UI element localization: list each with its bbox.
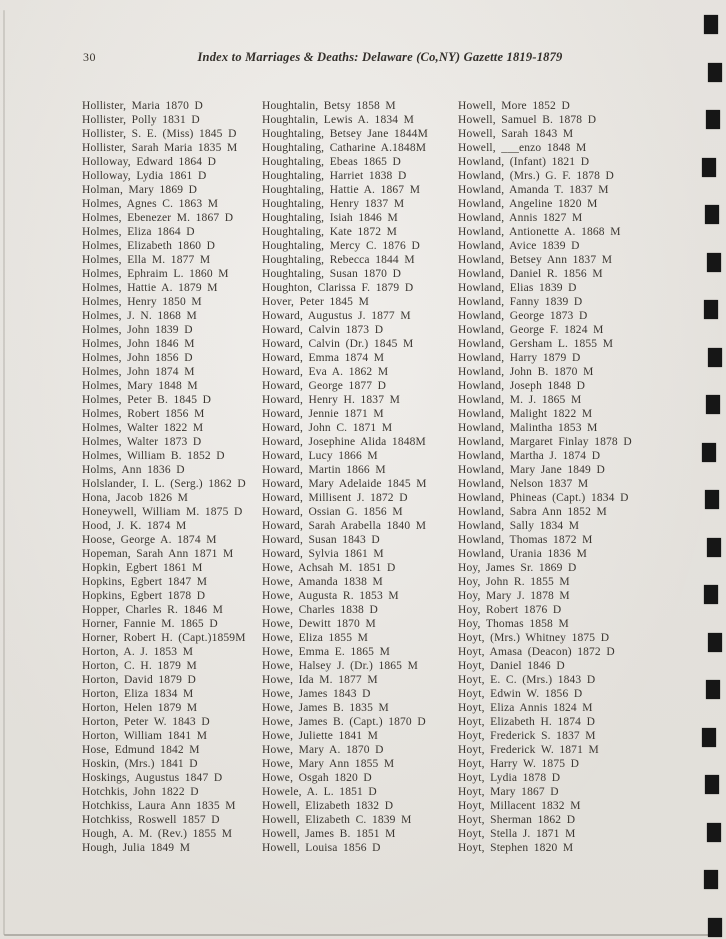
binding-mark [702,728,716,747]
index-entry: Howe, Achsah M. 1851 D [262,562,396,574]
index-entry: Howard, Augustus J. 1877 M [262,310,411,322]
index-entry: Howard, Lucy 1866 M [262,450,378,462]
index-entry: Howe, Amanda 1838 M [262,576,383,588]
index-entry: Holloway, Lydia 1861 D [82,170,207,182]
index-entry: Hoskings, Augustus 1847 D [82,772,223,784]
binding-mark [708,63,722,82]
index-entry: Howe, Juliette 1841 M [262,730,379,742]
index-entry: Horner, Fannie M. 1865 D [82,618,218,630]
index-entry: Howland, George 1873 D [458,310,588,322]
index-entry: Howe, Halsey J. (Dr.) 1865 M [262,660,418,672]
index-entry: Holloway, Edward 1864 D [82,156,217,168]
index-entry: Hoy, James Sr. 1869 D [458,562,577,574]
index-entry: Howell, Sarah 1843 M [458,128,574,140]
index-entry: Holmes, Henry 1850 M [82,296,202,308]
index-entry: Houghtalin, Lewis A. 1834 M [262,114,415,126]
index-entry: Howard, Emma 1874 M [262,352,385,364]
index-entry: Holslander, I. L. (Serg.) 1862 D [82,478,246,490]
index-entry: Holmes, Ella M. 1877 M [82,254,211,266]
index-entry: Howland, Mary Jane 1849 D [458,464,605,476]
index-entry: Howard, Millisent J. 1872 D [262,492,408,504]
index-entry: Holmes, John 1856 D [82,352,193,364]
index-entry: Howard, Henry H. 1837 M [262,394,401,406]
index-entry: Holmes, Peter B. 1845 D [82,394,212,406]
index-entry: Howard, Susan 1843 D [262,534,380,546]
index-entry: Howard, John C. 1871 M [262,422,393,434]
index-entry: Hoyt, Eliza Annis 1824 M [458,702,593,714]
index-entry: Hover, Peter 1845 M [262,296,369,308]
index-entry: Houghtaling, Mercy C. 1876 D [262,240,420,252]
index-entry: Hood, J. K. 1874 M [82,520,187,532]
index-entry: Howland, Martha J. 1874 D [458,450,601,462]
index-entry: Howard, George 1877 D [262,380,387,392]
index-entry: Houghtaling, Henry 1837 M [262,198,405,210]
index-entry: Howard, Ossian G. 1856 M [262,506,403,518]
binding-mark [706,395,720,414]
index-entry: Horner, Robert H. (Capt.)1859M [82,632,246,644]
index-entry: Houghtaling, Isiah 1846 M [262,212,398,224]
index-entry: Houghtaling, Rebecca 1844 M [262,254,415,266]
index-entry: Hoyt, Frederick S. 1837 M [458,730,596,742]
index-entry: Hoyt, (Mrs.) Whitney 1875 D [458,632,610,644]
index-entry: Howe, James 1843 D [262,688,371,700]
index-entry: Howell, Samuel B. 1878 D [458,114,597,126]
binding-mark [702,443,716,462]
index-entry: Howland, Phineas (Capt.) 1834 D [458,492,629,504]
binding-mark [705,205,719,224]
index-entry: Howland, (Infant) 1821 D [458,156,590,168]
index-entry: Howland, George F. 1824 M [458,324,604,336]
binding-mark [702,158,716,177]
index-entry: Howe, James B. 1835 M [262,702,389,714]
index-entry: Howard, Jennie 1871 M [262,408,384,420]
index-entry: Hough, A. M. (Rev.) 1855 M [82,828,233,840]
binding-mark [708,348,722,367]
index-entry: Hopkin, Egbert 1861 M [82,562,203,574]
index-entry: Howell, James B. 1851 M [262,828,396,840]
index-entry: Houghtaling, Betsey Jane 1844M [262,128,428,140]
index-entry: Howland, Antionette A. 1868 M [458,226,621,238]
index-entry: Hoyt, Stella J. 1871 M [458,828,576,840]
index-entry: Holmes, William B. 1852 D [82,450,225,462]
index-entry: Hoyt, Stephen 1820 M [458,842,574,854]
index-entry: Horton, Helen 1879 M [82,702,198,714]
index-entry: Howland, Sabra Ann 1852 M [458,506,607,518]
index-entry: Holmes, John 1839 D [82,324,193,336]
binding-mark [707,253,721,272]
index-entry: Hoskin, (Mrs.) 1841 D [82,758,198,770]
index-entry: Howard, Calvin 1873 D [262,324,384,336]
index-entry: Howe, Osgah 1820 D [262,772,372,784]
index-entry: Houghtaling, Catharine A.1848M [262,142,427,154]
index-entry: Hoose, George A. 1874 M [82,534,217,546]
index-entry: Howland, Malight 1822 M [458,408,593,420]
index-entry: Hoyt, Mary 1867 D [458,786,559,798]
index-entry: Horton, A. J. 1853 M [82,646,194,658]
index-entry: Houghtalin, Betsy 1858 M [262,100,396,112]
index-column-3 [458,99,658,855]
index-entry: Holmes, Agnes C. 1863 M [82,198,219,210]
index-entry: Hollister, Polly 1831 D [82,114,200,126]
index-entry: Holmes, Elizabeth 1860 D [82,240,216,252]
index-entry: Hoyt, Edwin W. 1856 D [458,688,583,700]
index-entry: Howe, Charles 1838 D [262,604,378,616]
index-entry: Horton, Eliza 1834 M [82,688,194,700]
index-entry: Howland, Margaret Finlay 1878 D [458,436,632,448]
index-entry: Horton, Peter W. 1843 D [82,716,210,728]
index-entry: Hoy, Mary J. 1878 M [458,590,570,602]
index-entry: Hoyt, Harry W. 1875 D [458,758,580,770]
index-entry: Howard, Calvin (Dr.) 1845 M [262,338,414,350]
index-entry: Howell, Elizabeth 1832 D [262,800,394,812]
index-entry: Howe, Mary Ann 1855 M [262,758,395,770]
binding-mark [706,680,720,699]
index-entry: Howe, Emma E. 1865 M [262,646,390,658]
page-header-title: Index to Marriages & Deaths: Delaware (Co,NY) Gazette 1819-1879 [197,50,563,64]
index-entry: Holmes, Robert 1856 M [82,408,205,420]
index-entry: Howland, Nelson 1837 M [458,478,589,490]
index-entry: Hopeman, Sarah Ann 1871 M [82,548,234,560]
index-entry: Howell, ___enzo 1848 M [458,142,587,154]
index-entry: Hoyt, Daniel 1846 D [458,660,565,672]
binding-mark [705,490,719,509]
index-entry: Holmes, Ephraim L. 1860 M [82,268,229,280]
index-entry: Howland, Amanda T. 1837 M [458,184,609,196]
index-entry: Hoyt, Millacent 1832 M [458,800,581,812]
index-entry: Howard, Sylvia 1861 M [262,548,384,560]
index-entry: Howell, Louisa 1856 D [262,842,381,854]
index-entry: Howe, Ida M. 1877 M [262,674,378,686]
index-entry: Howland, Elias 1839 D [458,282,577,294]
index-entry: Hollister, Maria 1870 D [82,100,203,112]
index-entry: Houghtaling, Hattie A. 1867 M [262,184,421,196]
binding-mark [707,538,721,557]
index-entry: Howard, Eva A. 1862 M [262,366,389,378]
index-entry: Hose, Edmund 1842 M [82,744,200,756]
index-entry: Howland, Betsey Ann 1837 M [458,254,613,266]
binding-mark [704,300,718,319]
index-entry: Holmes, Hattie A. 1879 M [82,282,218,294]
index-entry: Holmes, Ebenezer M. 1867 D [82,212,234,224]
index-entry: Holmes, John 1874 M [82,366,195,378]
binding-mark [704,585,718,604]
index-entry: Howard, Mary Adelaide 1845 M [262,478,427,490]
index-entry: Hotchkiss, Roswell 1857 D [82,814,220,826]
index-entry: Houghtaling, Ebeas 1865 D [262,156,402,168]
index-entry: Howard, Sarah Arabella 1840 M [262,520,427,532]
index-entry: Holmes, John 1846 M [82,338,195,350]
index-entry: Howele, A. L. 1851 D [262,786,377,798]
index-entry: Howland, M. J. 1865 M [458,394,582,406]
index-entry: Howland, Avice 1839 D [458,240,580,252]
index-entry: Hona, Jacob 1826 M [82,492,189,504]
index-entry: Hoyt, Lydia 1878 D [458,772,561,784]
index-entry: Howland, Joseph 1848 D [458,380,586,392]
index-entry: Hopkins, Egbert 1878 D [82,590,206,602]
index-entry: Howland, Annis 1827 M [458,212,583,224]
index-entry: Hotchkiss, Laura Ann 1835 M [82,800,236,812]
index-entry: Howland, Sally 1834 M [458,520,580,532]
index-entry: Hotchkis, John 1822 D [82,786,199,798]
binding-mark [707,823,721,842]
index-entry: Howland, Urania 1836 M [458,548,587,560]
index-entry: Hollister, S. E. (Miss) 1845 D [82,128,237,140]
index-entry: Holmes, J. N. 1868 M [82,310,197,322]
index-entry: Howland, Daniel R. 1856 M [458,268,603,280]
index-entry: Hoyt, Elizabeth H. 1874 D [458,716,596,728]
binding-mark [705,775,719,794]
page-number: 30 [83,50,96,64]
index-entry: Holmes, Eliza 1864 D [82,226,195,238]
index-entry: Horton, David 1879 D [82,674,196,686]
index-entry: Houghtaling, Harriet 1838 D [262,170,407,182]
index-entry: Howe, Eliza 1855 M [262,632,369,644]
index-entry: Howell, More 1852 D [458,100,570,112]
index-entry: Hoyt, E. C. (Mrs.) 1843 D [458,674,596,686]
index-entry: Honeywell, William M. 1875 D [82,506,243,518]
binding-mark [704,870,718,889]
index-entry: Holmes, Walter 1822 M [82,422,204,434]
index-entry: Holman, Mary 1869 D [82,184,198,196]
index-entry: Howland, Fanny 1839 D [458,296,583,308]
index-entry: Howard, Martin 1866 M [262,464,386,476]
index-entry: Holmes, Walter 1873 D [82,436,202,448]
index-entry: Howard, Josephine Alida 1848M [262,436,426,448]
index-entry: Horton, C. H. 1879 M [82,660,197,672]
index-entry: Holmes, Mary 1848 M [82,380,198,392]
index-entry: Hollister, Sarah Maria 1835 M [82,142,238,154]
index-entry: Howland, Angeline 1820 M [458,198,598,210]
index-entry: Hoyt, Frederick W. 1871 M [458,744,599,756]
index-entry: Howland, (Mrs.) G. F. 1878 D [458,170,615,182]
index-entry: Hoy, Robert 1876 D [458,604,562,616]
index-entry: Hopper, Charles R. 1846 M [82,604,224,616]
index-entry: Houghtaling, Kate 1872 M [262,226,398,238]
index-entry: Houghton, Clarissa F. 1879 D [262,282,414,294]
index-entry: Holms, Ann 1836 D [82,464,185,476]
index-columns [82,99,658,855]
index-entry: Hoy, John R. 1855 M [458,576,570,588]
index-entry: Howe, Mary A. 1870 D [262,744,384,756]
index-entry: Houghtaling, Susan 1870 D [262,268,402,280]
index-entry: Howe, James B. (Capt.) 1870 D [262,716,426,728]
index-column-2 [262,99,458,855]
index-entry: Hopkins, Egbert 1847 M [82,576,208,588]
index-entry: Hoy, Thomas 1858 M [458,618,569,630]
index-entry: Hoyt, Sherman 1862 D [458,814,576,826]
index-entry: Howell, Elizabeth C. 1839 M [262,814,412,826]
index-entry: Howland, John B. 1870 M [458,366,594,378]
index-entry: Hough, Julia 1849 M [82,842,191,854]
page-edge-bottom [4,934,716,936]
binding-mark [708,633,722,652]
index-entry: Howe, Augusta R. 1853 M [262,590,399,602]
page-edge-left [3,10,5,935]
index-entry: Hoyt, Amasa (Deacon) 1872 D [458,646,615,658]
index-column-1 [82,99,262,855]
index-entry: Howland, Gersham L. 1855 M [458,338,614,350]
index-entry: Howland, Malintha 1853 M [458,422,598,434]
index-entry: Howland, Harry 1879 D [458,352,581,364]
index-entry: Howland, Thomas 1872 M [458,534,593,546]
binding-mark [706,110,720,129]
binding-mark [704,15,718,34]
index-entry: Horton, William 1841 M [82,730,208,742]
index-entry: Howe, Dewitt 1870 M [262,618,376,630]
